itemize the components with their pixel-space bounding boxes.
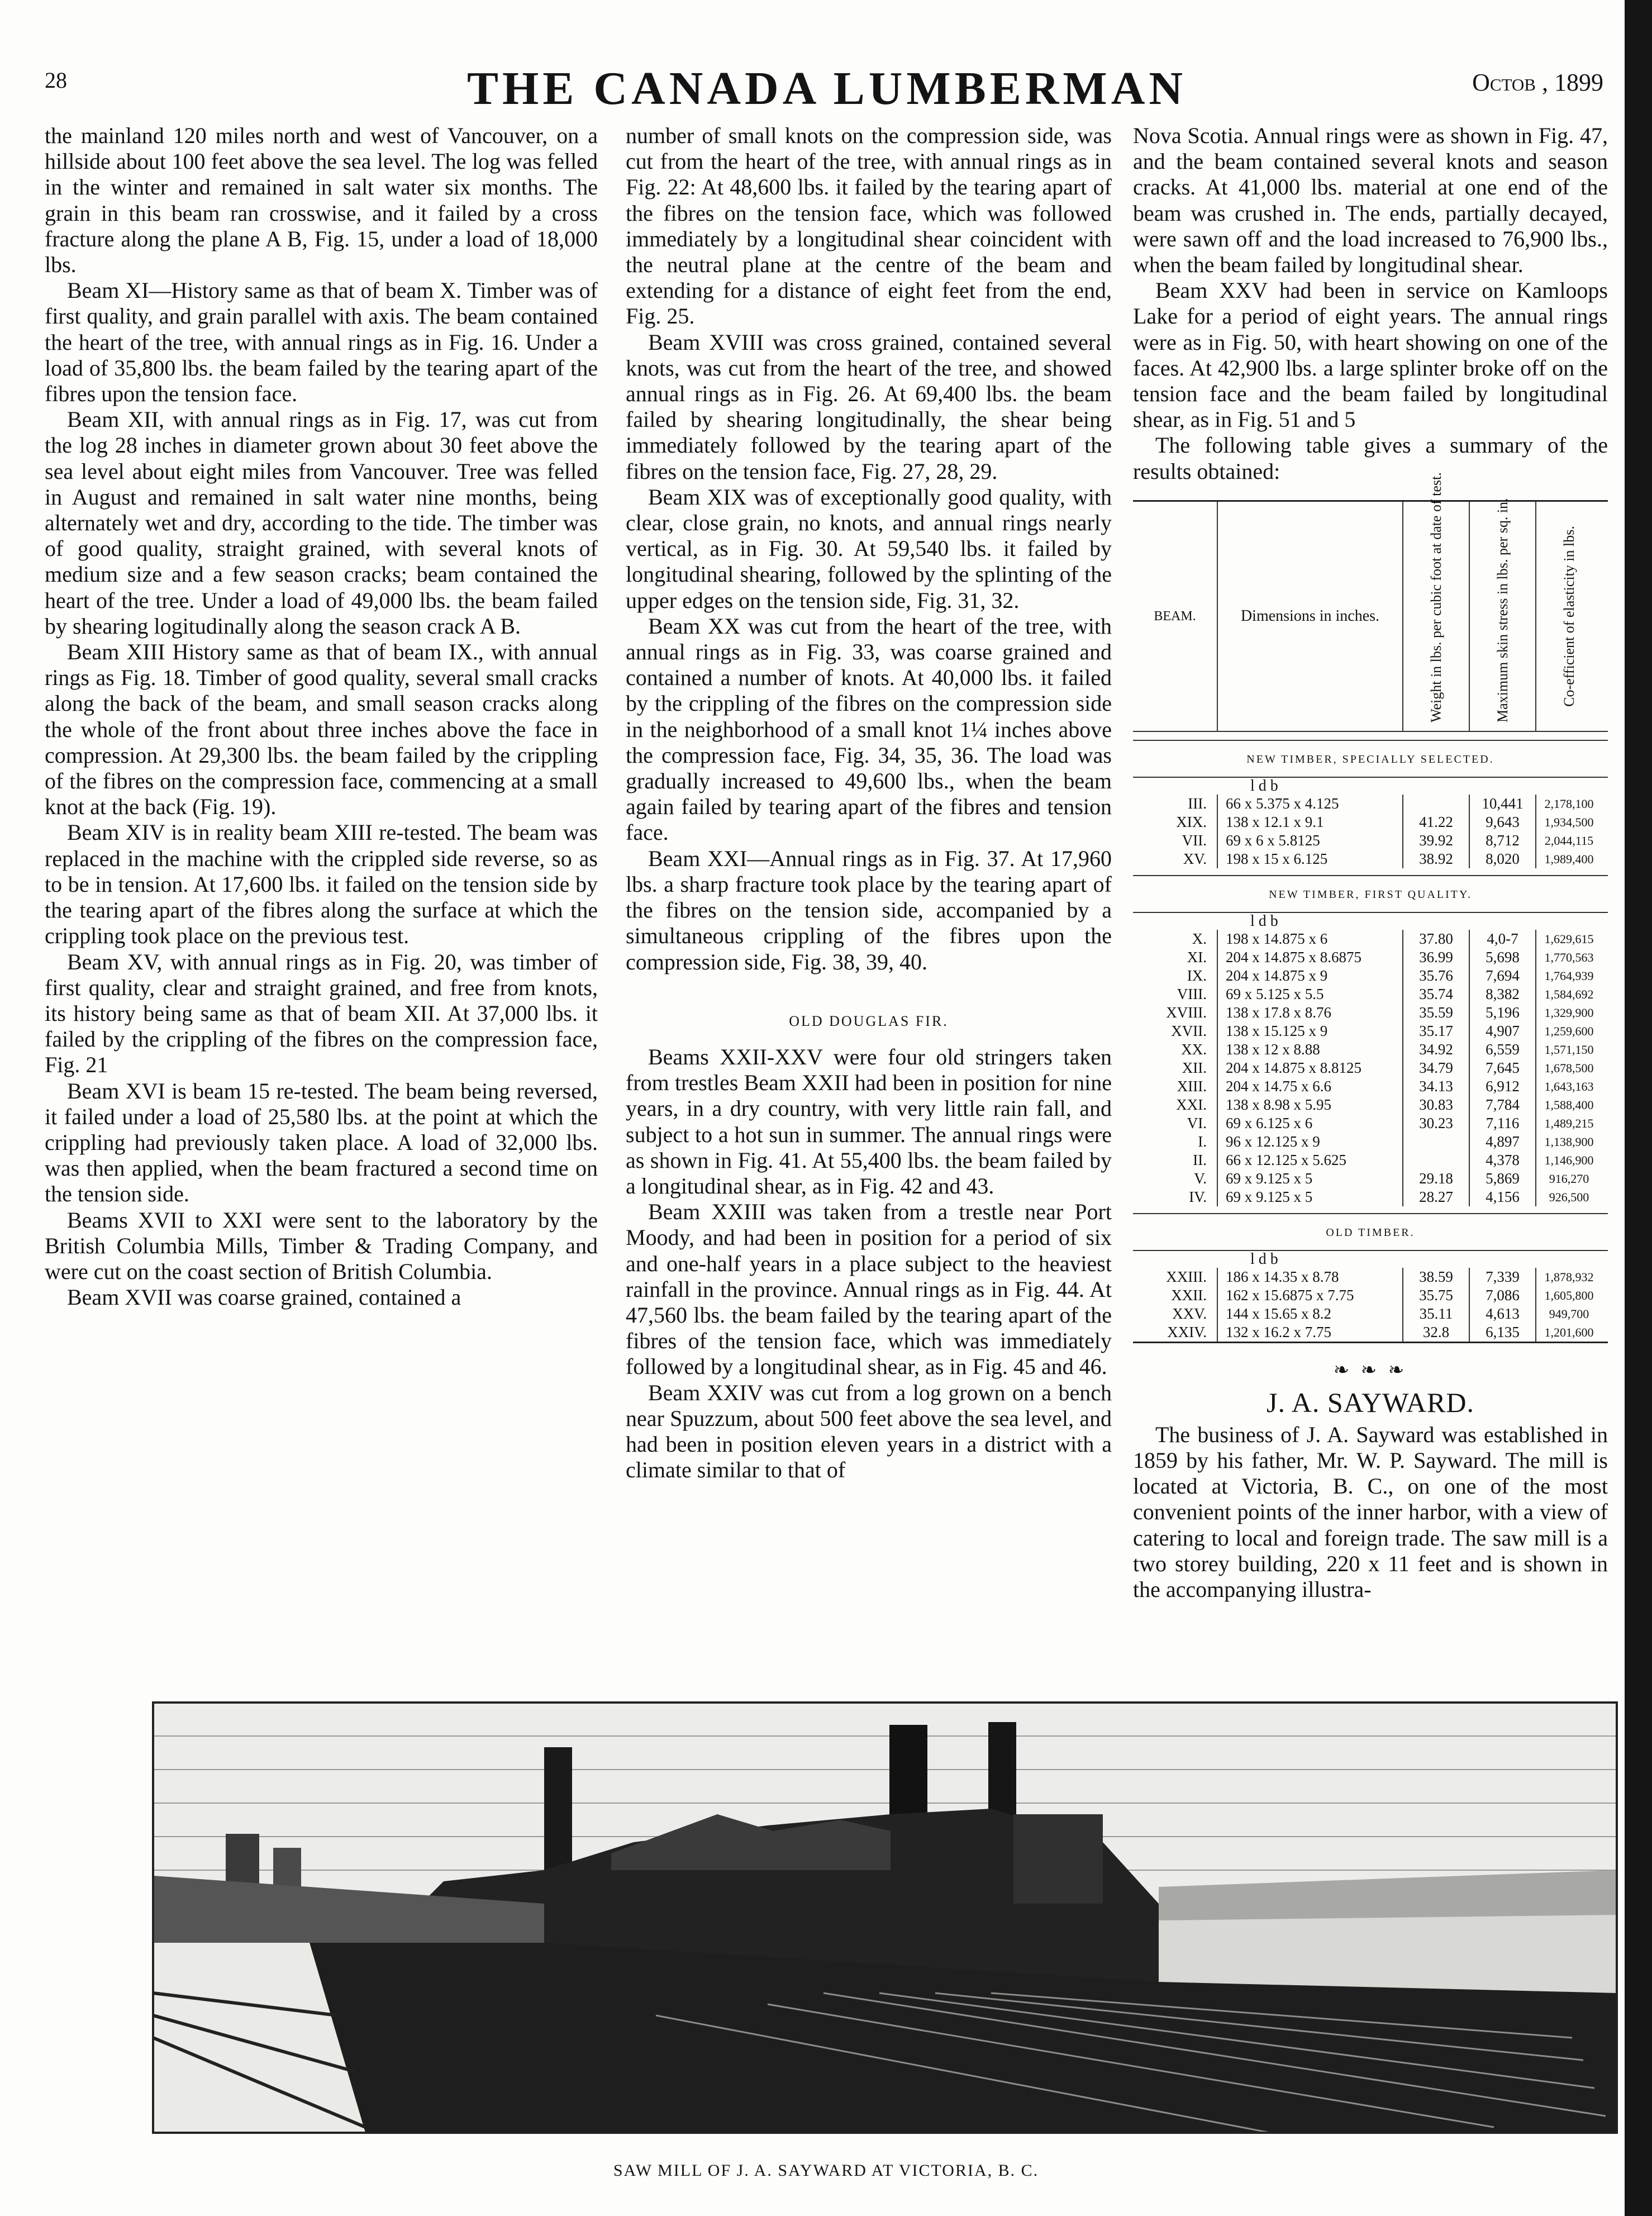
cell-beam: XII.: [1182, 1059, 1207, 1077]
paragraph: the mainland 120 miles north and west of Vancouver, on a hillside about 100 feet above the sea level. The log was felled in the winter and remained in salt water six months. The grain in this beam ran crosswise, and it failed by a cross fracture along the plane A B, Fig. 15, under a load of 18,000 lbs.: [45, 123, 598, 278]
cell-beam: XXI.: [1176, 1096, 1207, 1114]
cell-coefficient: 2,044,115: [1535, 831, 1602, 850]
cell-coefficient: 1,329,900: [1535, 1004, 1602, 1022]
table-row: [1133, 1305, 1608, 1323]
cell-beam: XXIII.: [1166, 1268, 1207, 1286]
cell-stress: 9,643: [1469, 813, 1535, 831]
cell-weight: 35.17: [1402, 1022, 1469, 1040]
ornament-divider: ❧ ❧ ❧: [1333, 1360, 1408, 1381]
cell-coefficient: 1,643,163: [1535, 1077, 1602, 1096]
cell-beam: XVIII.: [1166, 1004, 1207, 1021]
paragraph: The following table gives a summary of the results obtained:: [1133, 432, 1608, 484]
paragraph: The business of J. A. Sayward was established in 1859 by his father, Mr. W. P. Sayward. The mill is located at Victoria, B. C., on one of the most convenient points of the inner harbor, with a view of catering to local and foreign trade. The saw mill is a two storey building, 220 x 11 feet and is shown in the accompanying illustra-: [1133, 1421, 1608, 1602]
header-coefficient: Co-efficient of elasticity in lbs.: [1560, 525, 1577, 707]
paragraph: Beam XI—History same as that of beam X. Timber was of first quality, and grain parallel with axis. The beam contained the heart of the tree, with annual rings as in Fig. 16. Under a load of 35,800 lbs. the beam failed by the tearing apart of the fibres upon the tension face.: [45, 278, 598, 407]
cell-dimensions: 138 x 17.8 x 8.76: [1217, 1004, 1402, 1022]
cell-dimensions: 66 x 12.125 x 5.625: [1217, 1151, 1402, 1169]
cell-coefficient: 2,178,100: [1535, 795, 1602, 813]
cell-coefficient: 1,770,563: [1535, 948, 1602, 967]
table-row: [1133, 831, 1608, 850]
cell-coefficient: 1,259,600: [1535, 1022, 1602, 1040]
table-header-row: [1133, 472, 1608, 732]
cell-weight: 37.80: [1402, 930, 1469, 948]
cell-dimensions: 69 x 9.125 x 5: [1217, 1169, 1402, 1188]
cell-dimensions: 138 x 15.125 x 9: [1217, 1022, 1402, 1040]
table-row: [1133, 1040, 1608, 1059]
dimension-label-row: [1133, 1251, 1608, 1268]
cell-dimensions: 96 x 12.125 x 9: [1217, 1133, 1402, 1151]
cell-beam: IX.: [1187, 967, 1207, 985]
paragraph: Beam XXI—Annual rings as in Fig. 37. At 17,960 lbs. a sharp fracture took place by the tearing apart of the fibres on the tension side, accompanied by a simultaneous crippling of the fibres upon the compression side, Fig. 38, 39, 40.: [626, 845, 1112, 974]
table-row: [1133, 1188, 1608, 1206]
dimension-labels: l d b: [1250, 1250, 1278, 1268]
cell-beam: VII.: [1182, 832, 1207, 849]
table-row: [1133, 1286, 1608, 1305]
cell-coefficient: 1,989,400: [1535, 850, 1602, 868]
cell-weight: 38.59: [1402, 1268, 1469, 1286]
cell-coefficient: 1,571,150: [1535, 1040, 1602, 1059]
cell-coefficient: 1,605,800: [1535, 1286, 1602, 1305]
table-row: [1133, 1169, 1608, 1188]
cell-stress: 7,645: [1469, 1059, 1535, 1077]
cell-beam: XIX.: [1176, 814, 1207, 831]
cell-weight: 39.92: [1402, 831, 1469, 850]
cell-dimensions: 198 x 14.875 x 6: [1217, 930, 1402, 948]
cell-stress: 4,156: [1469, 1188, 1535, 1206]
cell-weight: 35.74: [1402, 985, 1469, 1004]
cell-dimensions: 138 x 12 x 8.88: [1217, 1040, 1402, 1059]
cell-dimensions: 69 x 5.125 x 5.5: [1217, 985, 1402, 1004]
cell-stress: 6,559: [1469, 1040, 1535, 1059]
cell-beam: VIII.: [1177, 986, 1207, 1003]
table-row: [1133, 1268, 1608, 1286]
cell-beam: VI.: [1187, 1115, 1207, 1132]
cell-dimensions: 138 x 8.98 x 5.95: [1217, 1096, 1402, 1114]
sawmill-photo: [152, 1701, 1618, 2134]
paragraph: number of small knots on the compression side, was cut from the heart of the tree, with annual rings as in Fig. 22: At 48,600 lbs. it failed by the tearing apart of the fibres on the tension face, which was followed immediately by a longitudinal shear coincident with the neutral plane at the centre of the beam and extending for a distance of eight feet from the end, Fig. 25.: [626, 123, 1112, 329]
cell-dimensions: 162 x 15.6875 x 7.75: [1217, 1286, 1402, 1305]
paragraph: Beam XXIV was cut from a log grown on a bench near Spuzzum, about 500 feet above the sea level, and had been in position eleven years in a district with a climate similar to that of: [626, 1380, 1112, 1483]
column-1: [45, 123, 598, 1310]
cell-dimensions: 69 x 6 x 5.8125: [1217, 831, 1402, 850]
cell-coefficient: 1,584,692: [1535, 985, 1602, 1004]
cell-weight: 35.59: [1402, 1004, 1469, 1022]
paragraph: Beam XIV is in reality beam XIII re-tested. The beam was replaced in the machine with the crippled side reverse, so as to be in tension. At 17,600 lbs. it failed on the tension side by the tearing apart of the fibres along the surface at which the crippling took place on the previous test.: [45, 820, 598, 949]
cell-weight: 30.83: [1402, 1096, 1469, 1114]
paragraph: Beam XV, with annual rings as in Fig. 20, was timber of first quality, clear and straight grained, and free from knots, its history being same as that of beam XII. At 37,000 lbs. it failed by the crippling of the fibres on the compression face, Fig. 21: [45, 949, 598, 1078]
cell-stress: 4,0-7: [1469, 930, 1535, 948]
table-section-title: NEW TIMBER, FIRST QUALITY.: [1133, 875, 1608, 913]
cell-stress: 4,907: [1469, 1022, 1535, 1040]
column-2: [626, 123, 1112, 1483]
table-row: [1133, 967, 1608, 985]
table-row: [1133, 1004, 1608, 1022]
table-row: [1133, 985, 1608, 1004]
cell-stress: 10,441: [1469, 795, 1535, 813]
subheading-old-douglas-fir: OLD DOUGLAS FIR.: [789, 1012, 949, 1029]
paragraph: Beam XIX was of exceptionally good quality, with clear, close grain, no knots, and annual rings nearly vertical, as in Fig. 30. At 59,540 lbs. it failed by longitudinal shearing, followed by the splinting of the upper edges on the tension side, Fig. 31, 32.: [626, 484, 1112, 613]
cell-dimensions: 66 x 5.375 x 4.125: [1217, 795, 1402, 813]
table-row: [1133, 948, 1608, 967]
sawmill-illustration: [153, 1703, 1617, 2133]
cell-weight: [1402, 1133, 1469, 1151]
paragraph: Beam XX was cut from the heart of the tree, with annual rings as in Fig. 33, was coarse grained and contained a number of knots. At 40,000 lbs. it failed by the crippling of the fibres on the compression side in the neighborhood of a small knot 1¼ inches above the compression face, Fig. 34, 35, 36. The load was gradually increased to 49,600 lbs., when the beam again failed by tearing apart of the fibres and tension face.: [626, 613, 1112, 845]
cell-coefficient: 1,934,500: [1535, 813, 1602, 831]
cell-coefficient: 1,588,400: [1535, 1096, 1602, 1114]
cell-coefficient: 1,764,939: [1535, 967, 1602, 985]
cell-stress: 6,135: [1469, 1323, 1535, 1342]
cell-beam: IV.: [1189, 1188, 1207, 1206]
cell-dimensions: 144 x 15.65 x 8.2: [1217, 1305, 1402, 1323]
cell-beam: XXIV.: [1167, 1324, 1207, 1341]
cell-weight: [1402, 1151, 1469, 1169]
cell-stress: 7,086: [1469, 1286, 1535, 1305]
cell-stress: 5,869: [1469, 1169, 1535, 1188]
cell-coefficient: 1,629,615: [1535, 930, 1602, 948]
cell-weight: 41.22: [1402, 813, 1469, 831]
header-beam: BEAM.: [1133, 502, 1218, 731]
dimension-label-row: [1133, 913, 1608, 930]
cell-beam: XIII.: [1177, 1078, 1207, 1095]
dimension-label-row: [1133, 778, 1608, 795]
paragraph: Beams XXII-XXV were four old stringers taken from trestles Beam XXII had been in position for nine years, in a dry country, with very little rain fall, and subject to a hot sun in summer. The annual rings were as shown in Fig. 41. At 55,400 lbs. the beam failed by a longitudinal shear, as in Fig. 42 and 43.: [626, 1044, 1112, 1199]
header-stress: Maximum skin stress in lbs. per sq. in.: [1470, 502, 1536, 731]
cell-coefficient: 1,878,932: [1535, 1268, 1602, 1286]
cell-coefficient: 1,489,215: [1535, 1114, 1602, 1133]
cell-weight: 30.23: [1402, 1114, 1469, 1133]
cell-beam: XV.: [1183, 850, 1207, 868]
cell-weight: 36.99: [1402, 948, 1469, 967]
page-header: [45, 61, 1609, 129]
table-row: [1133, 1151, 1608, 1169]
page-edge-shadow: [1625, 0, 1652, 2216]
cell-beam: XXII.: [1171, 1287, 1207, 1304]
header-weight: Weight in lbs. per cubic foot at date of test.: [1403, 502, 1470, 731]
cell-stress: 7,116: [1469, 1114, 1535, 1133]
paragraph: Beam XVIII was cross grained, contained several knots, was cut from the heart of the tree, and showed annual rings as in Fig. 26. At 69,400 lbs. the beam failed by shearing longitudinally, the shear being immediately followed by the tearing apart of the fibres on the tension face, Fig. 27, 28, 29.: [626, 329, 1112, 484]
cell-coefficient: 1,146,900: [1535, 1151, 1602, 1169]
cell-coefficient: 1,678,500: [1535, 1059, 1602, 1077]
table-body: [1133, 740, 1608, 1342]
cell-dimensions: 204 x 14.875 x 9: [1217, 967, 1402, 985]
paragraph: Beam XVI is beam 15 re-tested. The beam being reversed, it failed under a load of 25,580 lbs. at the point at which the crippling had previously taken place. A load of 32,000 lbs. was then applied, when the beam fractured a second time on the tension side.: [45, 1078, 598, 1207]
table-row: [1133, 795, 1608, 813]
cell-stress: 6,912: [1469, 1077, 1535, 1096]
cell-stress: 4,613: [1469, 1305, 1535, 1323]
cell-beam: II.: [1193, 1152, 1207, 1169]
cell-weight: [1402, 795, 1469, 813]
cell-dimensions: 138 x 12.1 x 9.1: [1217, 813, 1402, 831]
cell-stress: 7,339: [1469, 1268, 1535, 1286]
cell-beam: XXV.: [1172, 1305, 1207, 1323]
cell-beam: XVII.: [1171, 1023, 1207, 1040]
cell-dimensions: 186 x 14.35 x 8.78: [1217, 1268, 1402, 1286]
cell-beam: V.: [1194, 1170, 1207, 1187]
cell-beam: X.: [1192, 930, 1207, 948]
cell-beam: I.: [1198, 1133, 1207, 1150]
table-row: [1133, 1077, 1608, 1096]
cell-coefficient: 926,500: [1535, 1188, 1602, 1206]
cell-weight: 28.27: [1402, 1188, 1469, 1206]
cell-weight: 29.18: [1402, 1169, 1469, 1188]
cell-weight: 38.92: [1402, 850, 1469, 868]
cell-stress: 5,698: [1469, 948, 1535, 967]
cell-beam: XI.: [1187, 949, 1207, 966]
cell-coefficient: 949,700: [1535, 1305, 1602, 1323]
table-row: [1133, 1096, 1608, 1114]
cell-stress: 5,196: [1469, 1004, 1535, 1022]
table-section-title: NEW TIMBER, SPECIALLY SELECTED.: [1133, 740, 1608, 778]
cell-dimensions: 204 x 14.875 x 8.6875: [1217, 948, 1402, 967]
cell-dimensions: 69 x 9.125 x 5: [1217, 1188, 1402, 1206]
cell-beam: III.: [1188, 795, 1207, 812]
table-row: [1133, 1323, 1608, 1342]
cell-weight: 34.92: [1402, 1040, 1469, 1059]
paragraph: Beam XXV had been in service on Kamloops Lake for a period of eight years. The annual rings were as in Fig. 50, with heart showing on one of the faces. At 42,900 lbs. a large splinter broke off on the tension face and the beam failed by longitudinal shear, as in Fig. 51 and 5: [1133, 278, 1608, 432]
cell-coefficient: 1,201,600: [1535, 1323, 1602, 1342]
cell-coefficient: 1,138,900: [1535, 1133, 1602, 1151]
paragraph: Beam XVII was coarse grained, contained a: [67, 1285, 461, 1310]
paragraph: Nova Scotia. Annual rings were as shown in Fig. 47, and the beam contained several knots and season cracks. At 41,000 lbs. material at one end of the beam was crushed in. The ends, partially decayed, were sawn off and the load increased to 76,900 lbs., when the beam failed by longitudinal shear.: [1133, 123, 1608, 278]
cell-coefficient: 916,270: [1535, 1169, 1602, 1188]
paragraph: Beam XIII History same as that of beam IX., with annual rings as Fig. 18. Timber of good quality, several small cracks along the back of the beam, and small season cracks along the whole of the front about three inches above the face in compression. At 29,300 lbs. the beam failed by the crippling of the fibres on the compression face, commencing at a small knot at the back (Fig. 19).: [45, 639, 598, 820]
cell-stress: 4,897: [1469, 1133, 1535, 1151]
table-row: [1133, 930, 1608, 948]
section-title-sayward: J. A. SAYWARD.: [1267, 1386, 1474, 1418]
table-row: [1133, 813, 1608, 831]
cell-beam: XX.: [1181, 1041, 1207, 1058]
table-section-title: OLD TIMBER.: [1133, 1213, 1608, 1251]
cell-dimensions: 198 x 15 x 6.125: [1217, 850, 1402, 868]
dimension-labels: l d b: [1250, 777, 1278, 795]
header-dimensions: Dimensions in inches.: [1218, 502, 1403, 731]
cell-dimensions: 69 x 6.125 x 6: [1217, 1114, 1402, 1133]
table-row: [1133, 1059, 1608, 1077]
column-3: [1133, 123, 1608, 1602]
table-row: [1133, 1133, 1608, 1151]
cell-stress: 4,378: [1469, 1151, 1535, 1169]
issue-date: Octob , 1899: [1472, 69, 1603, 96]
paragraph: Beam XXIII was taken from a trestle near Port Moody, and had been in position for a period of six and one-half years in a place subject to the heaviest rainfall in the province. Annual rings as in Fig. 44. At 47,560 lbs. the beam failed by the tearing apart of the fibres of the tension face, which was immediately followed by a longitudinal shear, as in Fig. 45 and 46.: [626, 1199, 1112, 1380]
paragraph: Beam XII, with annual rings as in Fig. 17, was cut from the log 28 inches in diameter grown about 30 feet above the sea level about eight miles from Vancouver. Tree was felled in August and remained in salt water nine months, being alternately wet and dry, according to the tide. The timber was of good quality, straight grained, with several knots of medium size and a few season cracks; beam contained the heart of the tree. Under a load of 49,000 lbs. the beam failed by shearing logitudinally along the season crack A B.: [45, 407, 598, 639]
cell-stress: 8,712: [1469, 831, 1535, 850]
table-row: [1133, 1022, 1608, 1040]
table-row: [1133, 1114, 1608, 1133]
masthead-title: THE CANADA LUMBERMAN: [466, 63, 1187, 115]
photo-caption: SAW MILL OF J. A. SAYWARD AT VICTORIA, B. C.: [613, 2161, 1039, 2180]
cell-dimensions: 204 x 14.75 x 6.6: [1217, 1077, 1402, 1096]
page-number: 28: [45, 68, 67, 93]
cell-weight: 32.8: [1402, 1323, 1469, 1342]
cell-weight: 34.79: [1402, 1059, 1469, 1077]
cell-weight: 35.75: [1402, 1286, 1469, 1305]
cell-stress: 7,694: [1469, 967, 1535, 985]
cell-stress: 8,382: [1469, 985, 1535, 1004]
cell-stress: 7,784: [1469, 1096, 1535, 1114]
table-row: [1133, 850, 1608, 868]
cell-weight: 34.13: [1402, 1077, 1469, 1096]
cell-weight: 35.76: [1402, 967, 1469, 985]
paragraph: Beams XVII to XXI were sent to the laboratory by the British Columbia Mills, Timber & Trading Company, and were cut on the coast section of British Columbia.: [45, 1207, 598, 1284]
cell-stress: 8,020: [1469, 850, 1535, 868]
cell-weight: 35.11: [1402, 1305, 1469, 1323]
results-table: [1133, 472, 1608, 1344]
dimension-labels: l d b: [1250, 912, 1278, 930]
cell-dimensions: 204 x 14.875 x 8.8125: [1217, 1059, 1402, 1077]
cell-dimensions: 132 x 16.2 x 7.75: [1217, 1323, 1402, 1342]
